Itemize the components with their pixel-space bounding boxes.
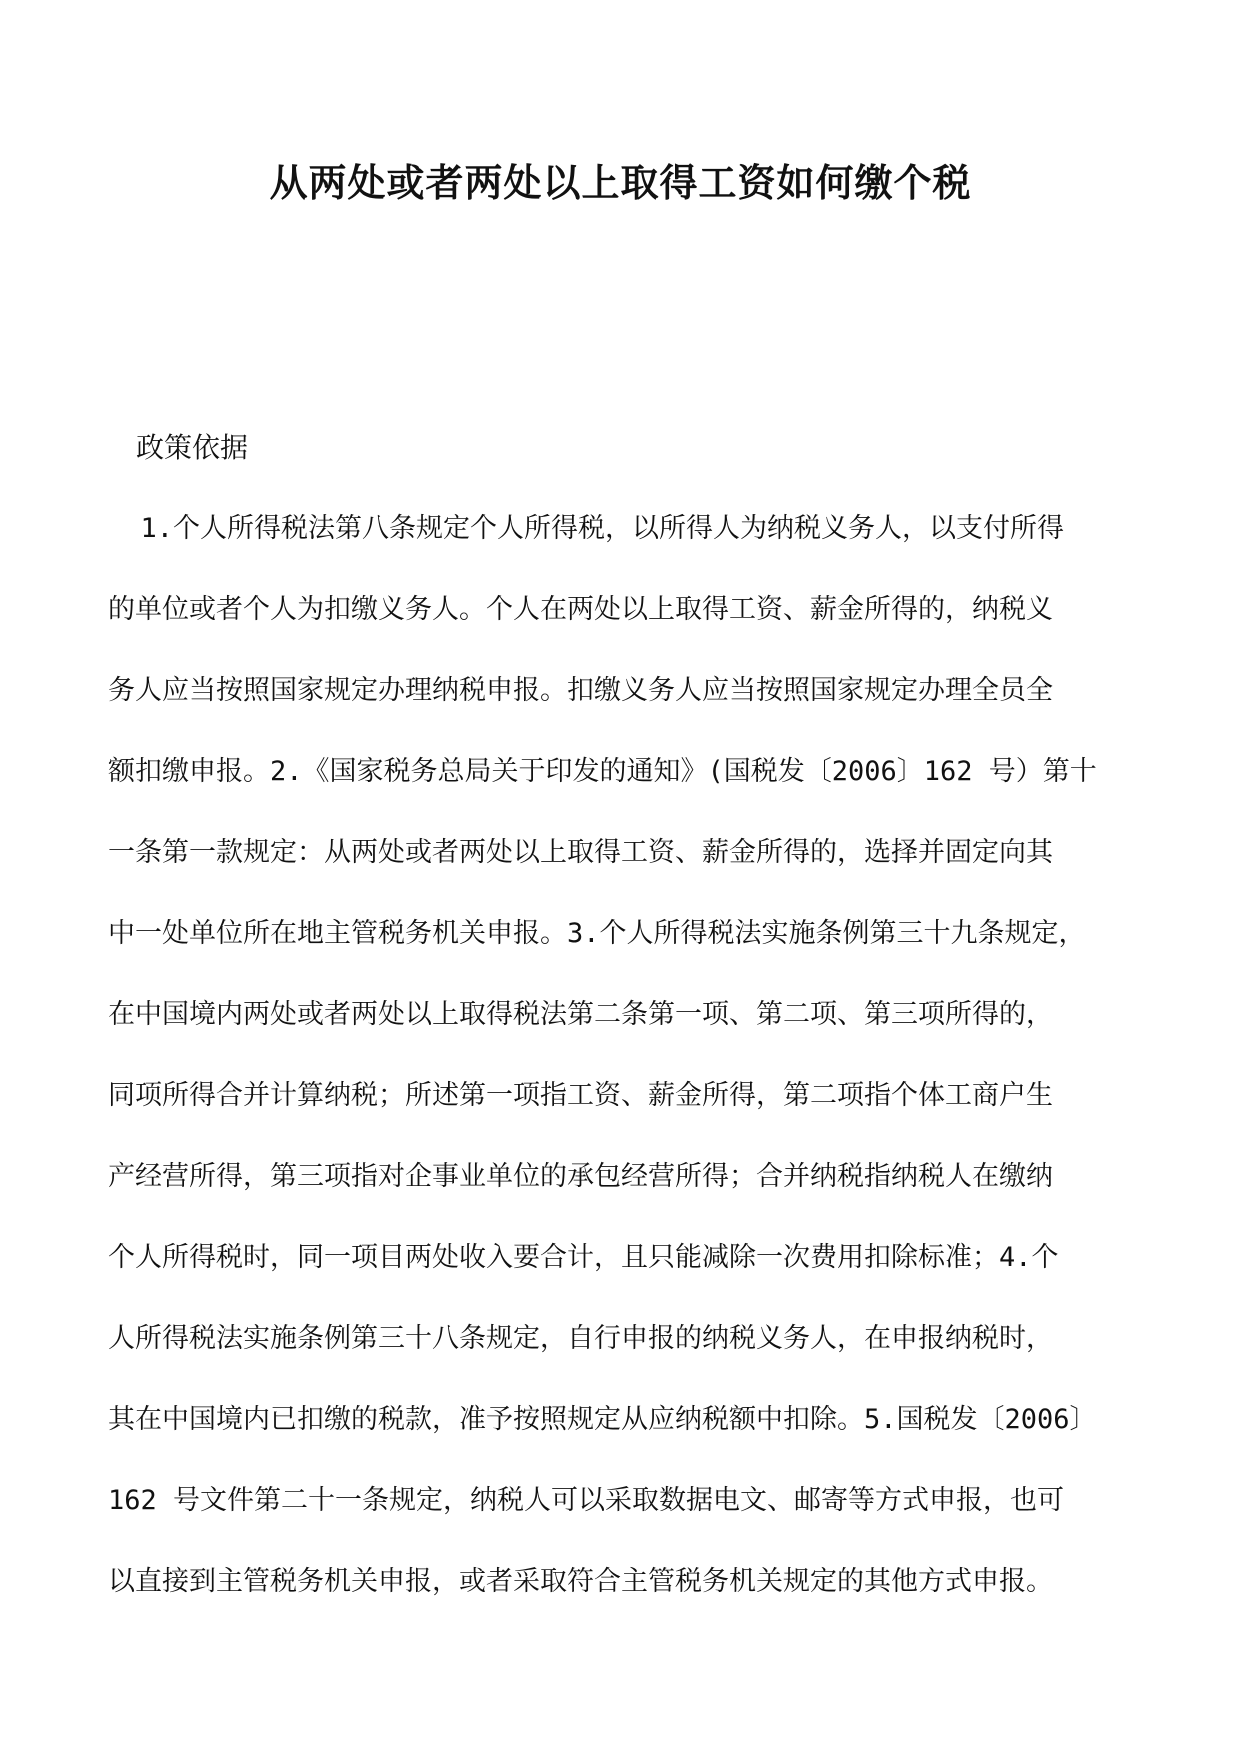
paragraph-line: 同项所得合并计算纳税；所述第一项指工资、薪金所得，第二项指个体工商户生: [108, 1080, 1053, 1111]
paragraph-line: 以直接到主管税务机关申报，或者采取符合主管税务机关规定的其他方式申报。: [108, 1566, 1053, 1597]
paragraph-line: 务人应当按照国家规定办理纳税申报。扣缴义务人应当按照国家规定办理全员全: [108, 675, 1053, 706]
paragraph-line: 其在中国境内已扣缴的税款，准予按照规定从应纳税额中扣除。5.国税发〔2006〕: [108, 1404, 1097, 1435]
paragraph-line: 1.个人所得税法第八条规定个人所得税，以所得人为纳税义务人，以支付所得: [108, 513, 1065, 544]
section-heading: 政策依据: [136, 431, 249, 464]
paragraph-line: 一条第一款规定：从两处或者两处以上取得工资、薪金所得的，选择并固定向其: [108, 837, 1053, 868]
paragraph-line: 个人所得税时，同一项目两处收入要合计，且只能减除一次费用扣除标准；4.个: [108, 1242, 1059, 1273]
paragraph-line: 人所得税法实施条例第三十八条规定，自行申报的纳税义务人，在申报纳税时，: [108, 1323, 1053, 1354]
document-title: 从两处或者两处以上取得工资如何缴个税: [269, 160, 972, 205]
paragraph-line: 中一处单位所在地主管税务机关申报。3.个人所得税法实施条例第三十九条规定，: [108, 918, 1086, 949]
paragraph-line: 的单位或者个人为扣缴义务人。个人在两处以上取得工资、薪金所得的，纳税义: [108, 594, 1053, 625]
paragraph-line: 额扣缴申报。2.《国家税务总局关于印发的通知》(国税发〔2006〕162 号）第十: [108, 756, 1097, 787]
body-paragraph: [108, 509, 1140, 1643]
paragraph-line: 产经营所得，第三项指对企事业单位的承包经营所得；合并纳税指纳税人在缴纳: [108, 1161, 1053, 1192]
paragraph-line: 在中国境内两处或者两处以上取得税法第二条第一项、第二项、第三项所得的，: [108, 999, 1053, 1030]
paragraph-line: 162 号文件第二十一条规定，纳税人可以采取数据电文、邮寄等方式申报，也可: [108, 1485, 1065, 1516]
